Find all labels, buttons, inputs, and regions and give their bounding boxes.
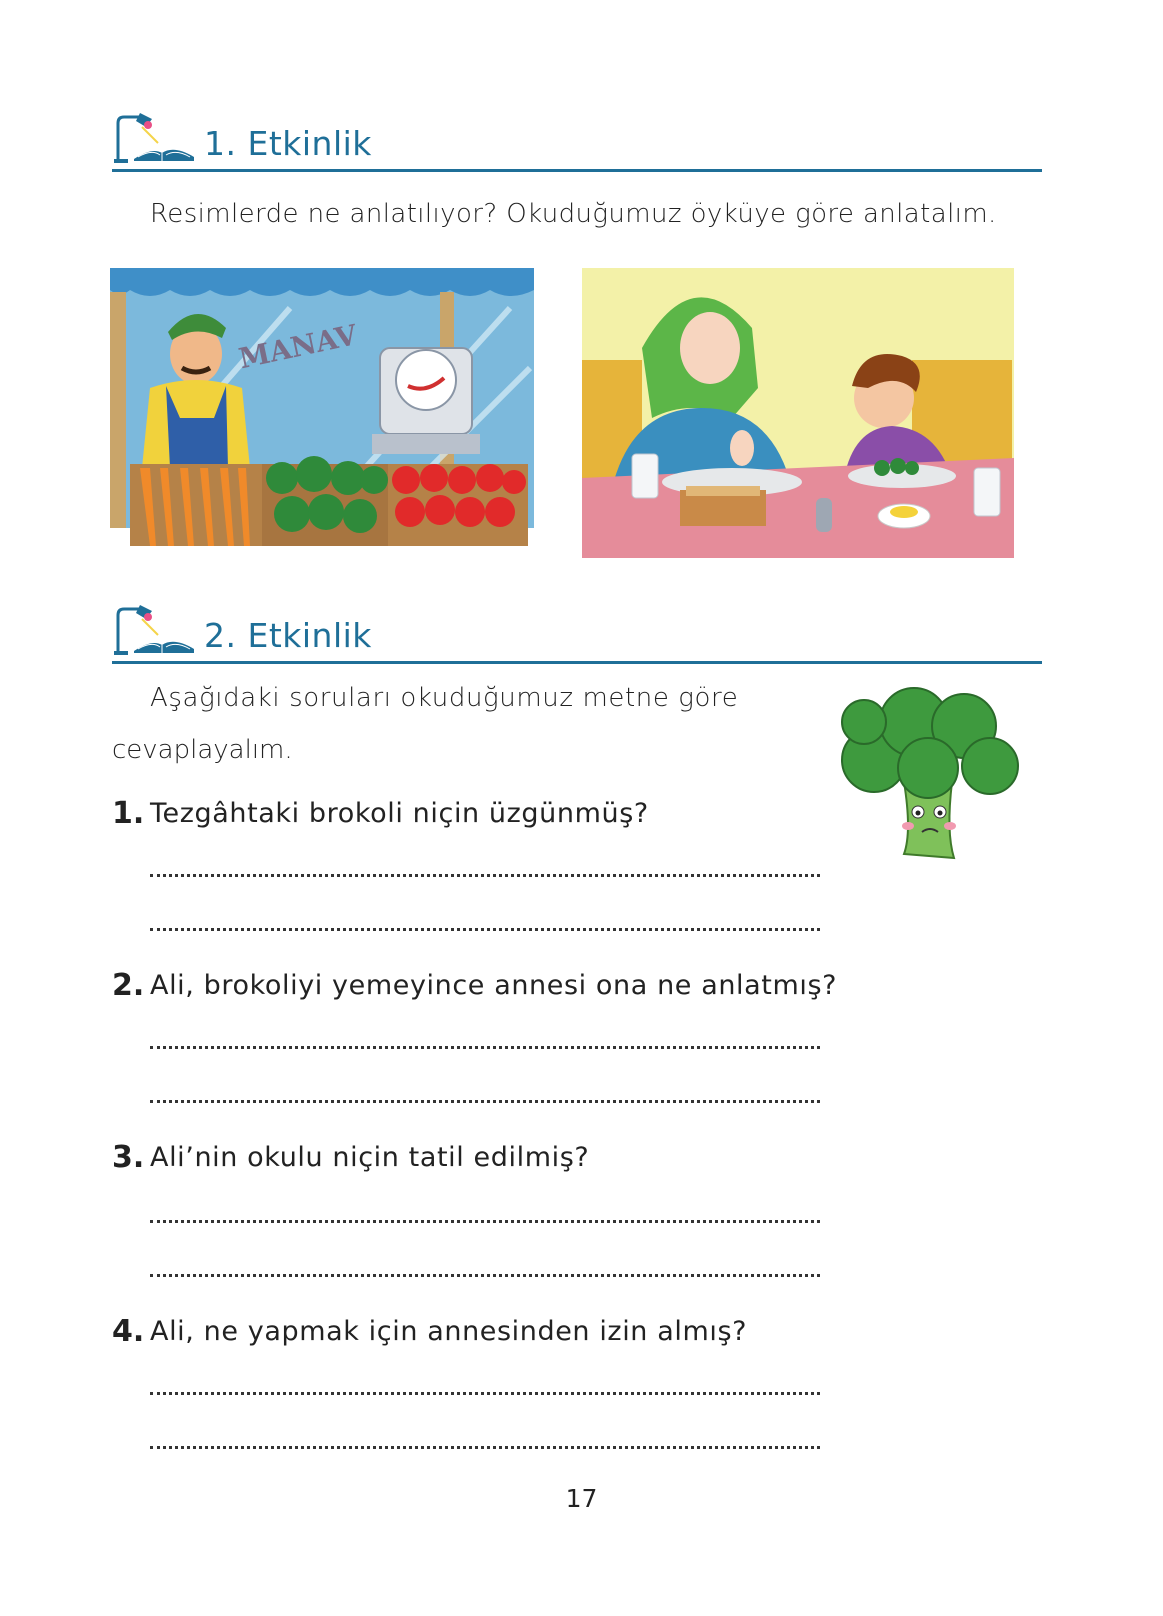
question-text: Ali, ne yapmak için annesinden izin almış? — [150, 1316, 748, 1347]
page-number: 17 — [565, 1484, 598, 1513]
manav-sign: MANAV — [236, 318, 360, 376]
question-number: 3. — [112, 1140, 145, 1175]
answer-line[interactable] — [150, 1446, 820, 1449]
question-number: 4. — [112, 1314, 145, 1349]
activity-1-title: 1. Etkinlik — [204, 124, 372, 163]
answer-line[interactable] — [150, 1100, 820, 1103]
activity-2-instruction-line-2: cevaplayalım. — [112, 735, 293, 765]
answer-line[interactable] — [150, 1274, 820, 1277]
question-number: 2. — [112, 968, 145, 1003]
answer-line[interactable] — [150, 1046, 820, 1049]
question-text: Tezgâhtaki brokoli niçin üzgünmüş? — [150, 798, 649, 829]
greengrocer-illustration — [110, 268, 534, 554]
question-text: Ali’nin okulu niçin tatil edilmiş? — [150, 1142, 590, 1173]
activity-1-instruction: Resimlerde ne anlatılıyor? Okuduğumuz öyküye göre anlatalım. — [150, 199, 997, 229]
sad-broccoli-illustration — [834, 682, 1022, 864]
family-dinner-illustration — [582, 268, 1014, 558]
desk-lamp-book-icon — [112, 605, 196, 655]
answer-line[interactable] — [150, 874, 820, 877]
question-text: Ali, brokoliyi yemeyince annesi ona ne anlatmış? — [150, 970, 838, 1001]
answer-line[interactable] — [150, 1392, 820, 1395]
activity-2-header — [112, 604, 1042, 664]
answer-line[interactable] — [150, 928, 820, 931]
desk-lamp-book-icon — [112, 113, 196, 163]
question-number: 1. — [112, 796, 145, 831]
activity-1-header — [112, 112, 1042, 172]
answer-line[interactable] — [150, 1220, 820, 1223]
activity-2-instruction-line-1: Aşağıdaki soruları okuduğumuz metne göre — [150, 683, 739, 713]
activity-2-title: 2. Etkinlik — [204, 616, 372, 655]
